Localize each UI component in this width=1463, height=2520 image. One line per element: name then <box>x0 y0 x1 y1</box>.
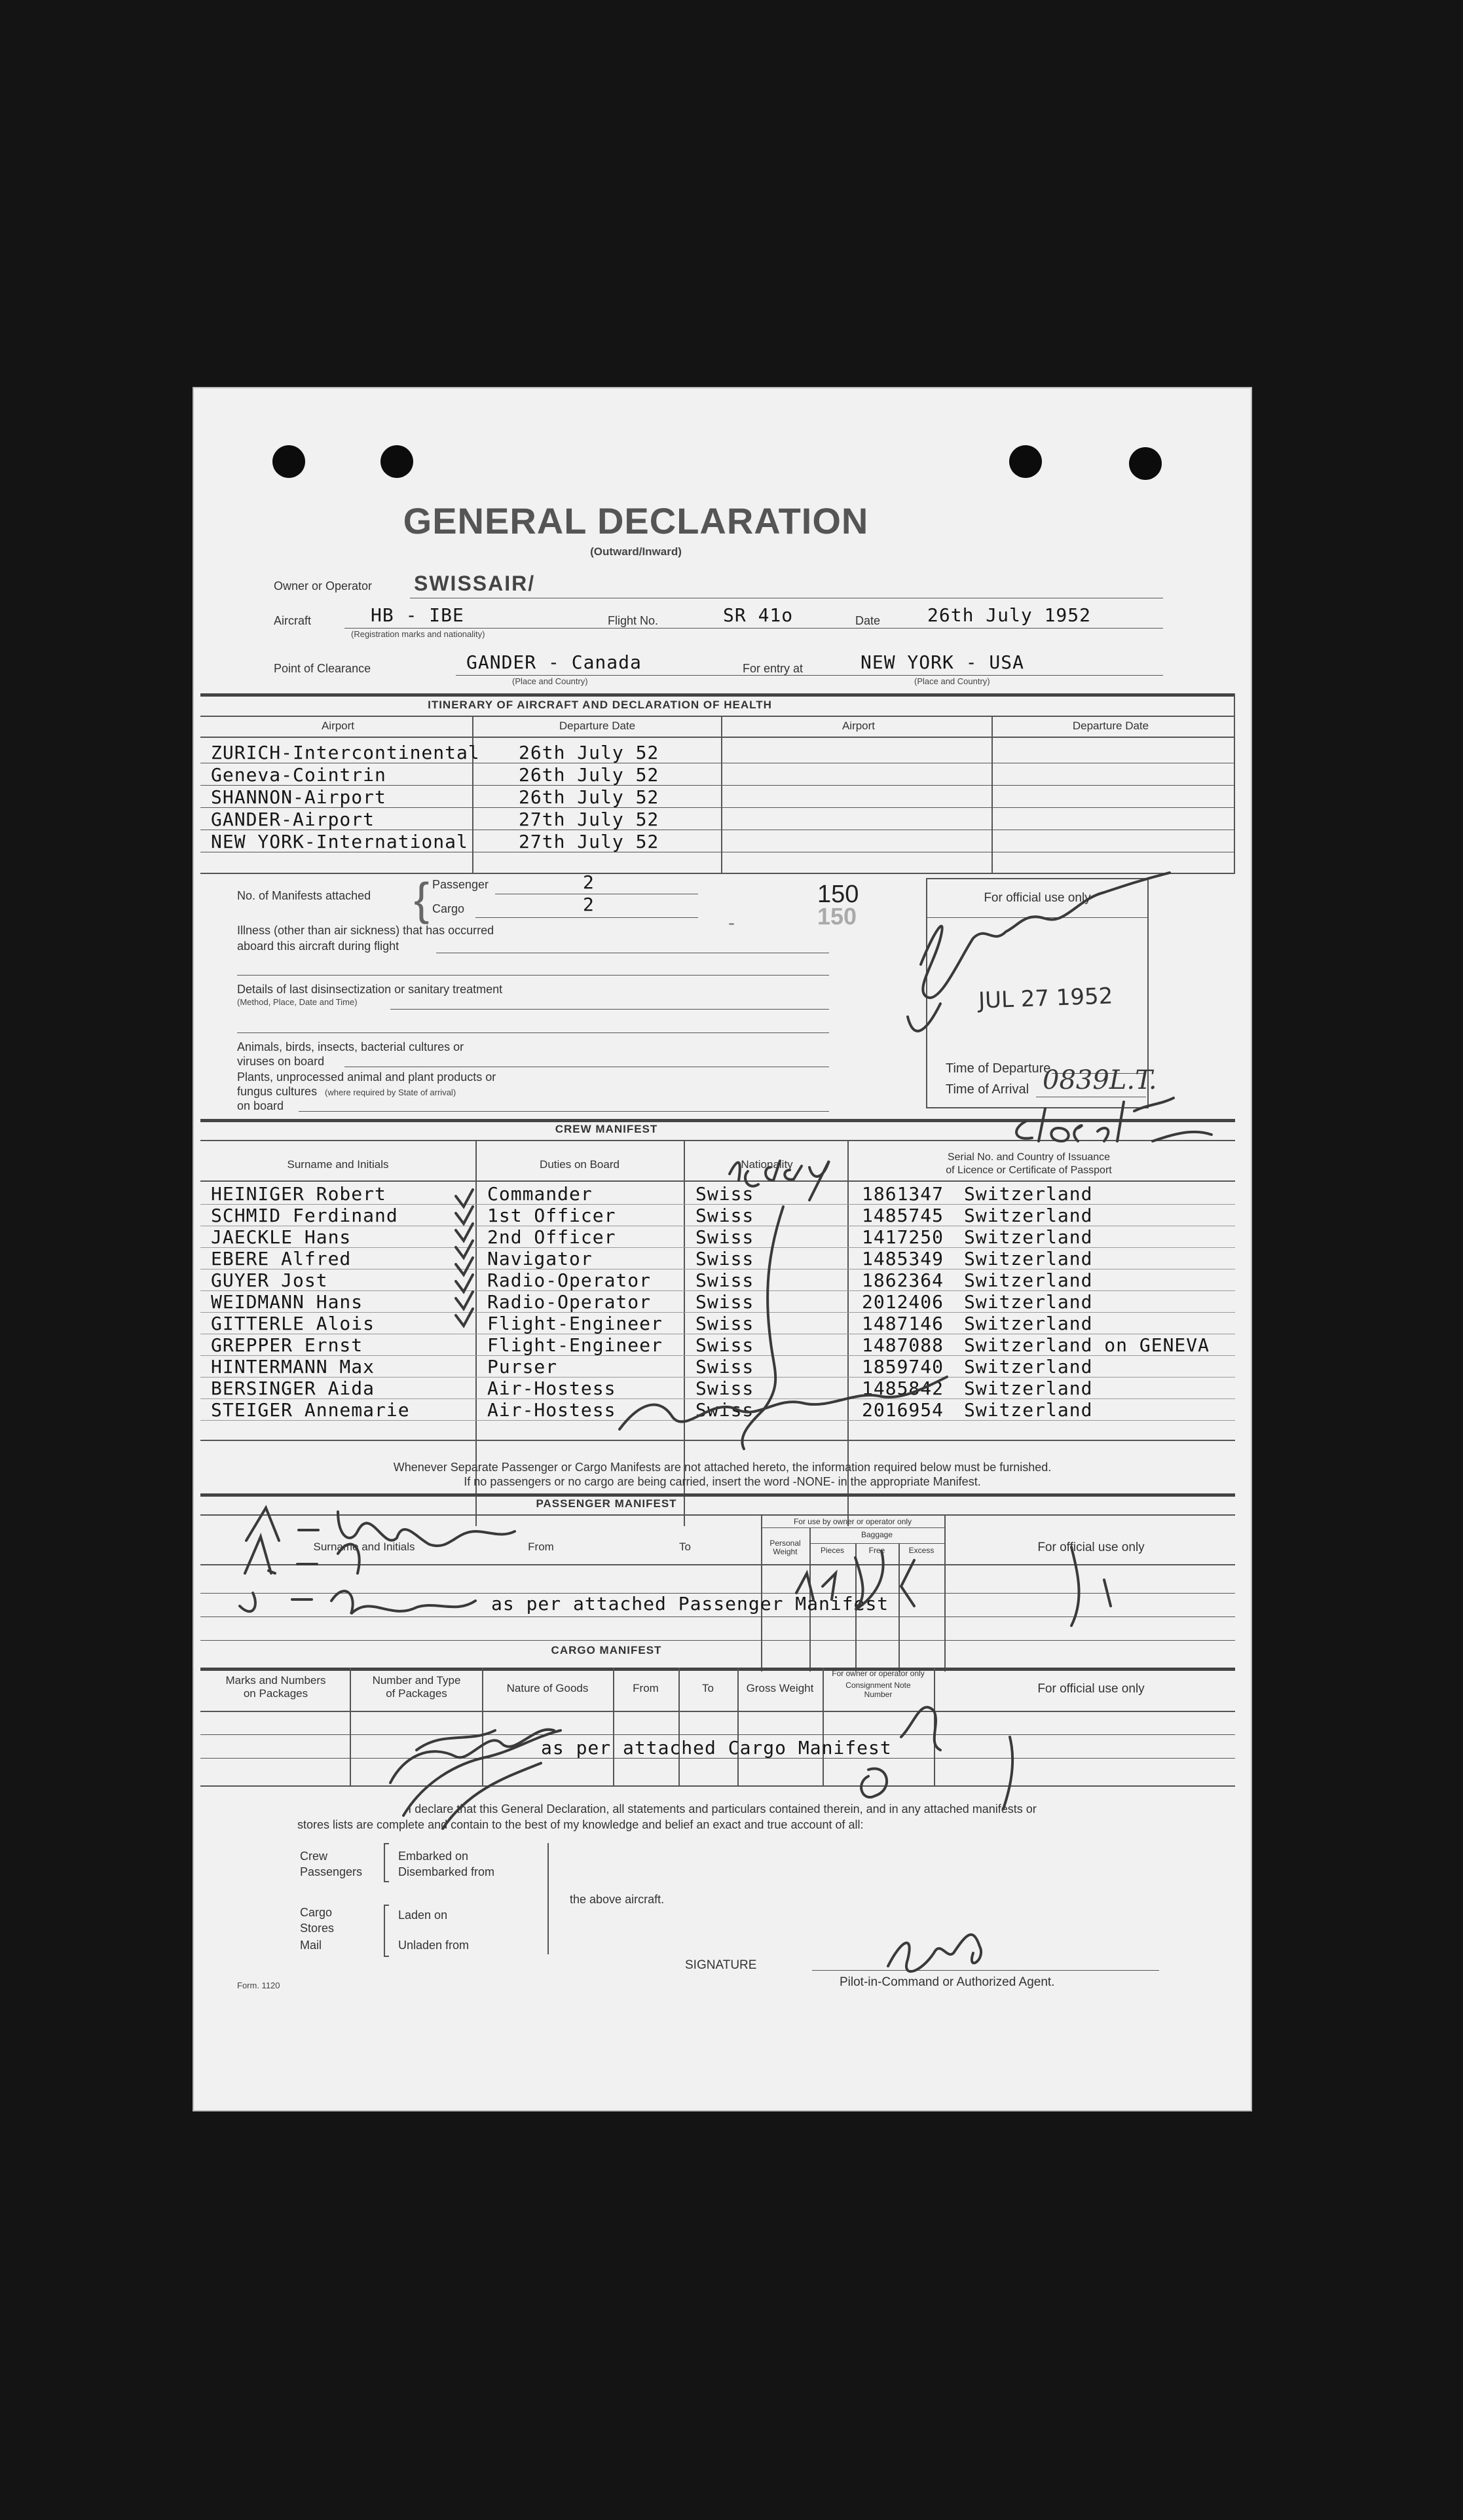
itinerary-date: 27th July 52 <box>519 809 659 830</box>
crew-duty: 2nd Officer <box>487 1226 616 1248</box>
crew-name: GUYER Jost <box>211 1269 328 1291</box>
crew-serial: 2012406 <box>862 1291 944 1313</box>
crew-country: Switzerland <box>964 1313 1093 1334</box>
cargo-col-weight: Gross Weight <box>746 1682 814 1694</box>
plants-label-2: fungus cultures <box>237 1085 318 1098</box>
crew-duty: Radio-Operator <box>487 1269 652 1291</box>
count-value: 150 <box>817 881 859 908</box>
declaration-text-1: I declare that this General Declaration, all statements and particulars contained therein, and in any attached manifests or <box>408 1802 1037 1816</box>
crew-duty: Flight-Engineer <box>487 1334 663 1356</box>
decl-cargo: Cargo <box>300 1906 333 1919</box>
entry-value: NEW YORK - USA <box>861 651 1025 673</box>
entry-note: (Place and Country) <box>914 676 990 686</box>
crew-nationality: Swiss <box>695 1356 754 1378</box>
plants-label-3: on board <box>237 1099 284 1112</box>
cargo-col-consign: Consignment Note <box>845 1681 911 1690</box>
aircraft-note: (Registration marks and nationality) <box>351 629 485 639</box>
cargo-col-marks-2: on Packages <box>243 1687 308 1700</box>
decl-disembarked: Disembarked from <box>398 1865 495 1878</box>
itinerary-airport: Geneva-Cointrin <box>211 764 386 786</box>
form-title: GENERAL DECLARATION <box>403 500 869 541</box>
itinerary-date: 27th July 52 <box>519 831 659 852</box>
passenger-value: 2 <box>583 871 595 893</box>
passenger-col-free: Free <box>868 1546 885 1555</box>
signature-label: SIGNATURE <box>685 1958 757 1972</box>
notice-line-2: If no passengers or no cargo are being carried, insert the word -NONE- in the appropriate Manifest. <box>464 1475 981 1488</box>
passenger-col-baggage: Baggage <box>861 1530 893 1539</box>
illness-label-2: aboard this aircraft during flight <box>237 940 399 953</box>
crew-name: HEINIGER Robert <box>211 1183 386 1205</box>
passenger-label: Passenger <box>432 878 489 891</box>
crew-col-duties: Duties on Board <box>540 1158 620 1171</box>
crew-country: Switzerland <box>964 1226 1093 1248</box>
date-value: 26th July 1952 <box>927 604 1092 626</box>
passenger-col-operator: For use by owner or operator only <box>793 1517 912 1526</box>
crew-nationality: Swiss <box>695 1334 754 1356</box>
cargo-label: Cargo <box>432 902 465 915</box>
crew-duty: 1st Officer <box>487 1205 616 1226</box>
animals-label-2: viruses on board <box>237 1055 325 1068</box>
crew-duty: Navigator <box>487 1248 593 1269</box>
passenger-col-from: From <box>528 1541 554 1553</box>
crew-serial: 1861347 <box>862 1183 944 1205</box>
itinerary-col-airport: Airport <box>321 720 355 732</box>
passenger-col-official: For official use only <box>1037 1541 1145 1554</box>
crew-col-nationality: Nationality <box>741 1158 793 1171</box>
crew-duty: Flight-Engineer <box>487 1313 663 1334</box>
crew-country: Switzerland <box>964 1378 1093 1399</box>
declaration-form-sheet <box>194 388 1251 2110</box>
crew-nationality: Swiss <box>695 1313 754 1334</box>
disinfect-label: Details of last disinsectization or sanitary treatment <box>237 983 503 996</box>
cargo-col-number: Number and Type <box>372 1674 461 1687</box>
official-use-title: For official use only <box>984 891 1091 905</box>
itinerary-col-departure-2: Departure Date <box>1072 720 1149 732</box>
departure-time-label: Time of Departure <box>946 1061 1051 1076</box>
owner-value: SWISSAIR/ <box>414 572 536 595</box>
decl-stores: Stores <box>300 1922 335 1935</box>
itinerary-col-airport-2: Airport <box>842 720 876 732</box>
count-faded: 150 <box>817 903 857 930</box>
crew-name: BERSINGER Aida <box>211 1378 375 1399</box>
crew-serial: 1417250 <box>862 1226 944 1248</box>
crew-duty: Radio-Operator <box>487 1291 652 1313</box>
passenger-col-surname: Surname and Initials <box>313 1541 415 1553</box>
crew-serial: 1485349 <box>862 1248 944 1269</box>
date-stamp: JUL 27 1952 <box>978 983 1113 1014</box>
crew-country: Switzerland <box>964 1248 1093 1269</box>
arrival-time-value: 0839L.T. <box>1043 1065 1157 1095</box>
crew-nationality: Swiss <box>695 1291 754 1313</box>
entry-label: For entry at <box>743 662 804 675</box>
cargo-col-operator: For owner or operator only <box>832 1669 925 1678</box>
itinerary-date: 26th July 52 <box>519 764 659 786</box>
crew-country: Switzerland <box>964 1205 1093 1226</box>
itinerary-airport: NEW YORK-International <box>211 831 468 852</box>
crew-duty: Air-Hostess <box>487 1399 616 1421</box>
signer-label: Pilot-in-Command or Authorized Agent. <box>840 1975 1055 1989</box>
cargo-manifest-entry: as per attached Cargo Manifest <box>541 1737 892 1759</box>
crew-name: HINTERMANN Max <box>211 1356 375 1378</box>
manifests-label: No. of Manifests attached <box>237 889 371 902</box>
crew-serial: 1862364 <box>862 1269 944 1291</box>
crew-name: GITTERLE Alois <box>211 1313 375 1334</box>
itinerary-col-departure: Departure Date <box>559 720 636 732</box>
itinerary-title: ITINERARY OF AIRCRAFT AND DECLARATION OF HEALTH <box>428 699 772 711</box>
cargo-col-nature: Nature of Goods <box>506 1682 589 1694</box>
crew-country: Switzerland <box>964 1399 1093 1421</box>
crew-col-serial: Serial No. and Country of Issuance <box>947 1152 1111 1163</box>
itinerary-date: 26th July 52 <box>519 786 659 808</box>
crew-name: WEIDMANN Hans <box>211 1291 363 1313</box>
declaration-text-2: stores lists are complete and contain to the best of my knowledge and belief an exact and true account of all: <box>297 1818 864 1831</box>
crew-serial: 1487146 <box>862 1313 944 1334</box>
aircraft-label: Aircraft <box>274 614 312 627</box>
cargo-col-number-2: of Packages <box>386 1687 447 1700</box>
crew-serial: 1485842 <box>862 1378 944 1399</box>
crew-country: Switzerland <box>964 1183 1093 1205</box>
passenger-col-to: To <box>679 1541 691 1553</box>
decl-aircraft: the above aircraft. <box>570 1893 665 1906</box>
notice-line-1: Whenever Separate Passenger or Cargo Manifests are not attached hereto, the information required below must be furnished. <box>393 1461 1052 1474</box>
clearance-note: (Place and Country) <box>512 676 588 686</box>
crew-country: Switzerland <box>964 1269 1093 1291</box>
crew-country: Switzerland on GENEVA <box>964 1334 1210 1356</box>
handwriting-overlay <box>194 388 1251 2110</box>
decl-mail: Mail <box>300 1939 322 1952</box>
crew-name: JAECKLE Hans <box>211 1226 352 1248</box>
animals-label: Animals, birds, insects, bacterial cultures or <box>237 1040 464 1053</box>
crew-nationality: Swiss <box>695 1269 754 1291</box>
crew-name: GREPPER Ernst <box>211 1334 363 1356</box>
date-label: Date <box>855 614 881 627</box>
cargo-col-official: For official use only <box>1037 1682 1145 1696</box>
disinfect-note: (Method, Place, Date and Time) <box>237 997 358 1007</box>
crew-nationality: Swiss <box>695 1378 754 1399</box>
crew-name: SCHMID Ferdinand <box>211 1205 398 1226</box>
cargo-manifest-title: CARGO MANIFEST <box>551 1644 662 1656</box>
passenger-manifest-title: PASSENGER MANIFEST <box>536 1497 677 1510</box>
crew-name: EBERE Alfred <box>211 1248 352 1269</box>
itinerary-date: 26th July 52 <box>519 742 659 763</box>
clearance-label: Point of Clearance <box>274 662 371 675</box>
decl-crew: Crew <box>300 1850 328 1863</box>
form-subtitle: (Outward/Inward) <box>590 545 682 558</box>
official-signature <box>921 873 1170 998</box>
plants-note: (where required by State of arrival) <box>325 1087 456 1097</box>
passenger-col-excess: Excess <box>908 1546 935 1555</box>
crew-serial: 2016954 <box>862 1399 944 1421</box>
crew-col-serial-2: of Licence or Certificate of Passport <box>946 1165 1112 1176</box>
plants-label: Plants, unprocessed animal and plant products or <box>237 1070 496 1084</box>
crew-serial: 1859740 <box>862 1356 944 1378</box>
decl-laden-on: Laden on <box>398 1908 448 1922</box>
pilot-signature <box>888 1935 981 1971</box>
crew-nationality: Swiss <box>695 1399 754 1421</box>
crew-manifest-title: CREW MANIFEST <box>555 1123 658 1135</box>
decl-passengers: Passengers <box>300 1865 363 1878</box>
crew-duty: Commander <box>487 1183 593 1205</box>
illness-label: Illness (other than air sickness) that has occurred <box>237 924 494 937</box>
crew-nationality: Swiss <box>695 1205 754 1226</box>
cargo-col-consign-2: Number <box>864 1690 893 1699</box>
cargo-col-from: From <box>633 1682 659 1694</box>
form-number: Form. 1120 <box>237 1981 280 1990</box>
aircraft-value: HB - IBE <box>371 604 464 626</box>
decl-embarked: Embarked on <box>398 1850 469 1863</box>
passenger-manifest-entry: as per attached Passenger Manifest <box>491 1593 889 1615</box>
cargo-col-marks: Marks and Numbers <box>225 1674 326 1687</box>
count-dash: - <box>728 912 735 934</box>
flight-label: Flight No. <box>608 614 659 627</box>
passenger-col-personal: Personal Weight <box>769 1539 801 1556</box>
crew-nationality: Swiss <box>695 1226 754 1248</box>
crew-country: Switzerland <box>964 1291 1093 1313</box>
flight-value: SR 41o <box>723 604 794 626</box>
passenger-col-pieces: Pieces <box>820 1546 845 1555</box>
crew-name: STEIGER Annemarie <box>211 1399 410 1421</box>
crew-nationality: Swiss <box>695 1183 754 1205</box>
crew-duty: Air-Hostess <box>487 1378 616 1399</box>
itinerary-airport: SHANNON-Airport <box>211 786 386 808</box>
clearance-value: GANDER - Canada <box>466 651 642 673</box>
crew-country: Switzerland <box>964 1356 1093 1378</box>
crew-duty: Purser <box>487 1356 558 1378</box>
decl-unladen-from: Unladen from <box>398 1939 470 1952</box>
crew-col-surname: Surname and Initials <box>287 1158 389 1171</box>
arrival-time-label: Time of Arrival <box>946 1082 1029 1097</box>
crew-serial: 1485745 <box>862 1205 944 1226</box>
manifests-brace: { <box>414 873 430 924</box>
owner-label: Owner or Operator <box>274 579 373 593</box>
crew-serial: 1487088 <box>862 1334 944 1356</box>
itinerary-airport: ZURICH-Intercontinental <box>211 742 480 763</box>
itinerary-airport: GANDER-Airport <box>211 809 375 830</box>
crew-nationality: Swiss <box>695 1248 754 1269</box>
cargo-col-to: To <box>702 1682 714 1694</box>
cargo-value: 2 <box>583 894 595 915</box>
